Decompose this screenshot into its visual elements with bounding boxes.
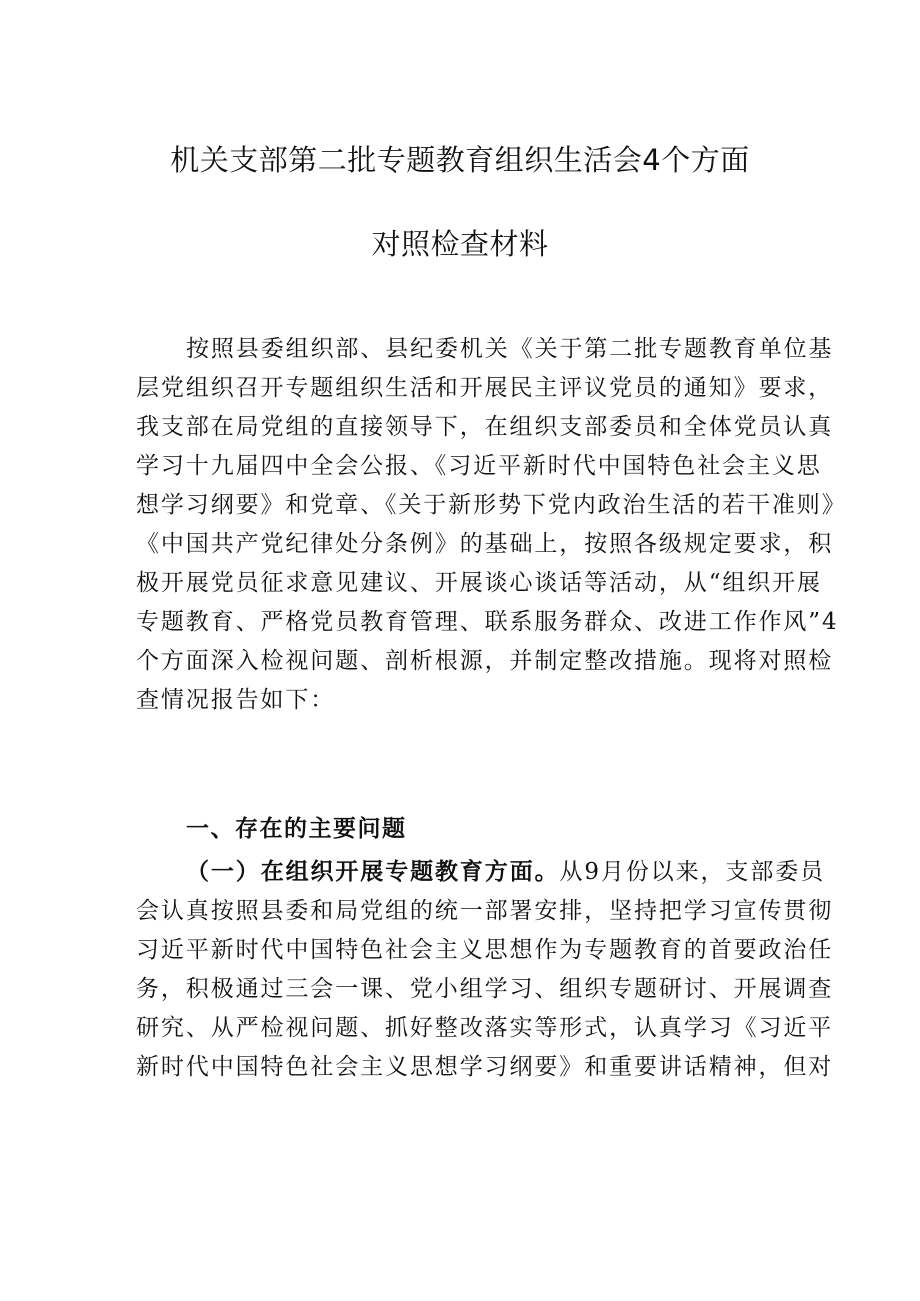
document-title-line-2: 对照检查材料 (371, 227, 549, 261)
paragraph-line: 会认真按照县委和局党组的统一部署安排，坚持把学习宣传贯彻 (136, 898, 834, 924)
paragraph-line: 查情况报告如下： (136, 687, 336, 713)
paragraph-line: 极开展党员征求意见建议、开展谈心谈话等活动，从“组织开展 (136, 570, 822, 596)
paragraph-first-line (136, 853, 826, 892)
paragraph-line: 《中国共产党纪律处分条例》的基础上，按照各级规定要求，积 (136, 531, 834, 557)
paragraph-line: 新时代中国特色社会主义思想学习纲要》和重要讲话精神，但对 (136, 1054, 834, 1080)
paragraph-line: 务，积极通过三会一课、党小组学习、组织专题研讨、开展调查 (136, 976, 834, 1002)
paragraph-line: 按照县委组织部、县纪委机关《关于第二批专题教育单位基 (186, 336, 834, 362)
paragraph-line: 习近平新时代中国特色社会主义思想作为专题教育的首要政治任 (136, 937, 834, 963)
paragraph-line-text: 从9月份以来，支部委员 (559, 859, 826, 885)
paragraph-line: 想学习纲要》和党章、《关于新形势下党内政治生活的若干准则》 (136, 492, 847, 518)
paragraph-line: 研究、从严检视问题、抓好整改落实等形式，认真学习《习近平 (136, 1015, 834, 1041)
document-title-line-1: 机关支部第二批专题教育组织生活会4个方面 (170, 143, 750, 177)
paragraph-intro (136, 330, 847, 720)
paragraph-line: 我支部在局党组的直接领导下，在组织支部委员和全体党员认真 (136, 414, 834, 440)
subsection-heading: （一）在组织开展专题教育方面。 (186, 859, 560, 885)
paragraph-line: 专题教育、严格党员教育管理、联系服务群众、改进工作作风”4 (136, 609, 839, 635)
paragraph-line: 层党组织召开专题组织生活和开展民主评议党员的通知》要求， (136, 375, 834, 401)
paragraph-line: 个方面深入检视问题、剖析根源，并制定整改措施。现将对照检 (136, 648, 834, 674)
paragraph-line: 学习十九届四中全会公报、《习近平新时代中国特色社会主义思 (136, 453, 822, 479)
section-heading: 一、存在的主要问题 (186, 816, 407, 842)
paragraph-section-1 (136, 853, 834, 1087)
